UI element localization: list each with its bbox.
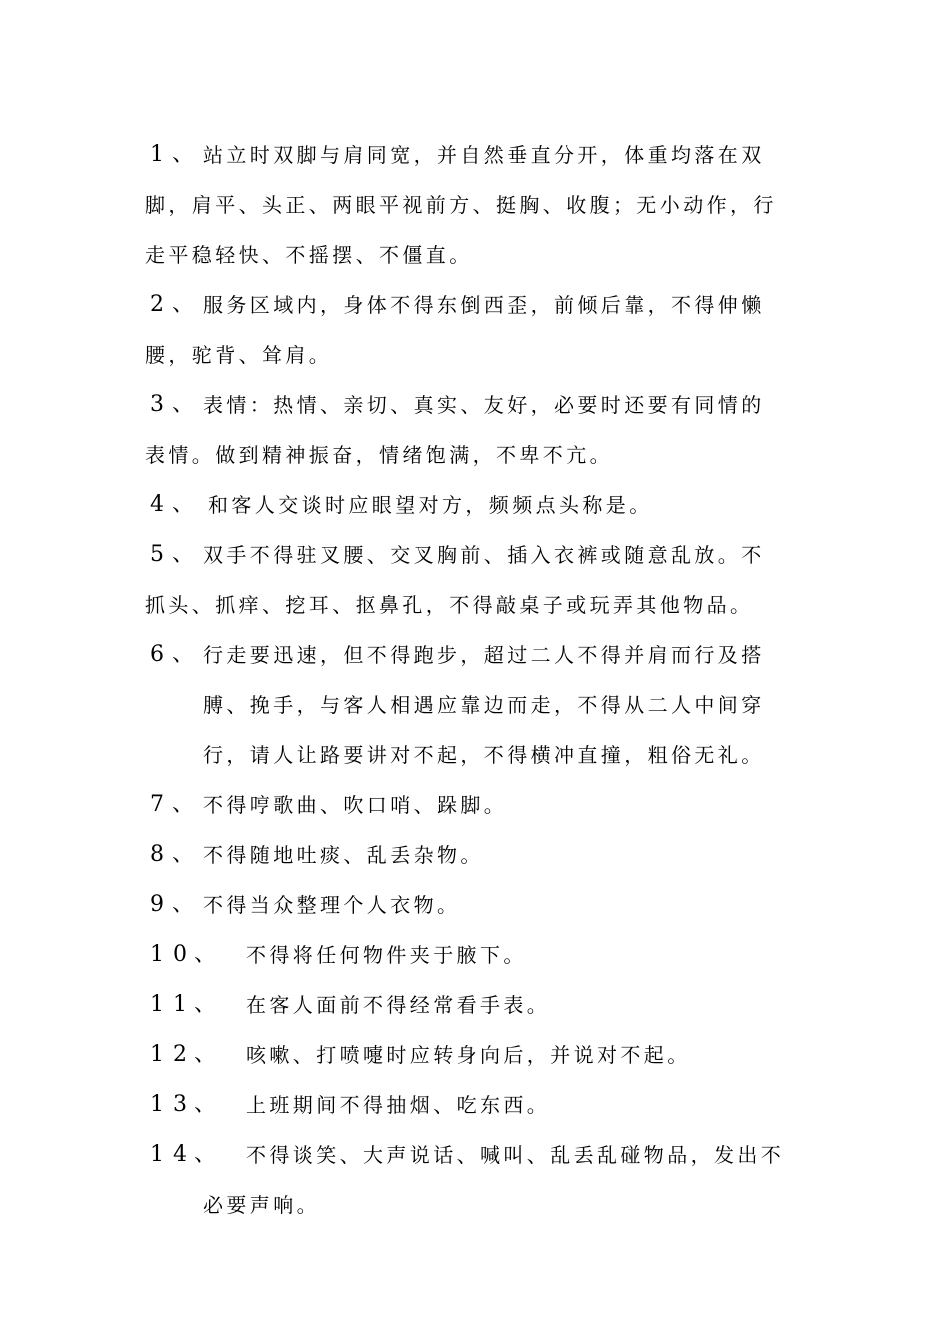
item-number: 10 bbox=[150, 942, 196, 967]
item-text: 必要声响。 bbox=[203, 1193, 320, 1217]
item-text: 行走要迅速，但不得跑步，超过二人不得并肩而行及搭 bbox=[203, 643, 765, 667]
item-separator: 、 bbox=[172, 392, 197, 417]
item-text: 行，请人让路要讲对不起，不得横冲直撞，粗俗无礼。 bbox=[203, 743, 765, 767]
item-number: 12 bbox=[150, 1042, 196, 1067]
item-text: 在客人面前不得经常看手表。 bbox=[246, 993, 551, 1017]
item-separator: 、 bbox=[172, 842, 197, 867]
item-text: 不得当众整理个人衣物。 bbox=[203, 893, 461, 917]
item-text: 不得谈笑、大声说话、喊叫、乱丢乱碰物品，发出不 bbox=[246, 1143, 785, 1167]
item-separator: 、 bbox=[172, 542, 197, 567]
item-text: 咳嗽、打喷嚏时应转身向后，并说对不起。 bbox=[246, 1043, 691, 1067]
item-number: 4 bbox=[150, 492, 166, 517]
item-number: 3 bbox=[150, 392, 166, 417]
item-text: 站立时双脚与肩同宽，并自然垂直分开，体重均落在双 bbox=[203, 143, 765, 167]
item-separator: 、 bbox=[194, 1042, 219, 1067]
item-separator: 、 bbox=[194, 992, 219, 1017]
item-separator: 、 bbox=[172, 792, 197, 817]
item-text: 表情。做到精神振奋，情绪饱满，不卑不亢。 bbox=[145, 443, 613, 467]
item-number: 9 bbox=[150, 892, 166, 917]
item-separator: 、 bbox=[194, 942, 219, 967]
item-text: 脚，肩平、头正、两眼平视前方、挺胸、收腹；无小动作，行 bbox=[145, 193, 777, 217]
item-separator: 、 bbox=[172, 892, 197, 917]
item-number: 1 bbox=[150, 142, 166, 167]
item-separator: 、 bbox=[194, 1142, 219, 1167]
item-text: 膊、挽手，与客人相遇应靠边而走，不得从二人中间穿 bbox=[203, 693, 765, 717]
item-text: 服务区域内，身体不得东倒西歪，前倾后靠，不得伸懒 bbox=[203, 293, 765, 317]
item-text: 不得随地吐痰、乱丢杂物。 bbox=[203, 843, 484, 867]
item-number: 5 bbox=[150, 542, 166, 567]
item-text: 走平稳轻快、不摇摆、不僵直。 bbox=[145, 243, 473, 267]
item-text: 抓头、抓痒、挖耳、抠鼻孔，不得敲桌子或玩弄其他物品。 bbox=[145, 593, 754, 617]
item-text: 表情：热情、亲切、真实、友好，必要时还要有同情的 bbox=[203, 393, 765, 417]
item-number: 14 bbox=[150, 1142, 196, 1167]
item-text: 不得将任何物件夹于腋下。 bbox=[246, 943, 527, 967]
item-number: 13 bbox=[150, 1092, 196, 1117]
item-number: 11 bbox=[150, 992, 196, 1017]
item-text: 和客人交谈时应眼望对方，频频点头称是。 bbox=[208, 493, 653, 517]
item-separator: 、 bbox=[172, 142, 197, 167]
item-number: 8 bbox=[150, 842, 166, 867]
item-separator: 、 bbox=[172, 492, 197, 517]
item-separator: 、 bbox=[172, 292, 197, 317]
item-text: 腰，驼背、耸肩。 bbox=[145, 343, 333, 367]
item-number: 7 bbox=[150, 792, 166, 817]
item-separator: 、 bbox=[172, 642, 197, 667]
item-text: 双手不得驻叉腰、交叉胸前、插入衣裤或随意乱放。不 bbox=[203, 543, 765, 567]
item-number: 2 bbox=[150, 292, 166, 317]
item-number: 6 bbox=[150, 642, 166, 667]
item-text: 不得哼歌曲、吹口哨、跺脚。 bbox=[203, 793, 508, 817]
item-separator: 、 bbox=[194, 1092, 219, 1117]
item-text: 上班期间不得抽烟、吃东西。 bbox=[246, 1093, 551, 1117]
